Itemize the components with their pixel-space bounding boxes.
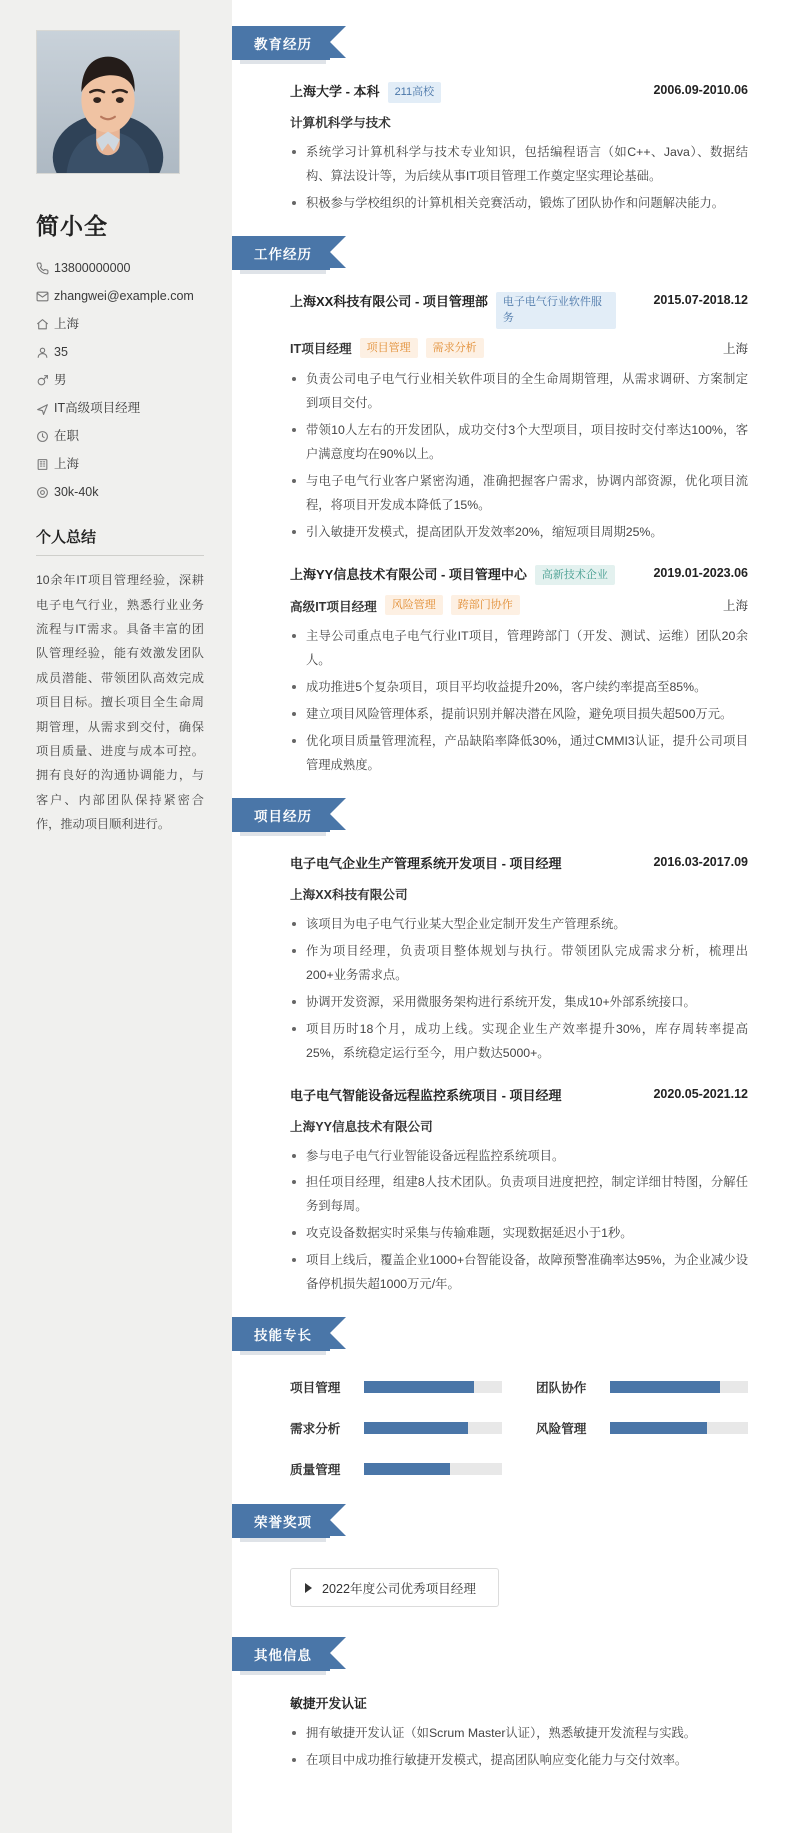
sidebar [0, 0, 232, 1833]
work-role-tag: 项目管理 [360, 338, 418, 359]
skills-body [256, 1373, 754, 1478]
work-date: 2019.01-2023.06 [653, 565, 748, 580]
project-name: 电子电气企业生产管理系统开发项目 - 项目经理 [290, 856, 562, 872]
contact-status [36, 429, 204, 444]
list-item: 带领10人左右的开发团队，成功交付3个大型项目，项目按时交付率达100%，客户满意度均在90%以上。 [290, 419, 748, 467]
section-title-honors: 荣誉奖项 [232, 1504, 330, 1538]
contact-position-text: IT高级项目经理 [54, 401, 141, 415]
section-arrow [330, 1504, 346, 1536]
skill-bar [610, 1381, 748, 1393]
position-icon [36, 402, 54, 415]
education-tag: 211高校 [388, 82, 442, 103]
skills-grid [290, 1373, 748, 1478]
work-entry [290, 292, 748, 545]
list-item: 该项目为电子电气行业某大型企业定制开发生产管理系统。 [290, 913, 748, 937]
location-icon [36, 458, 54, 471]
main-content [232, 0, 794, 1833]
work-bullets [290, 368, 748, 545]
skill-fill [364, 1381, 474, 1393]
list-item: 引入敏捷开发模式，提高团队开发效率20%，缩短项目周期25%。 [290, 521, 748, 545]
section-honors [256, 1504, 754, 1607]
section-header-others [232, 1637, 330, 1671]
skill-label: 风险管理 [536, 1422, 587, 1437]
skill-item [290, 1377, 502, 1396]
skill-label: 团队协作 [536, 1381, 587, 1396]
section-skills [256, 1317, 754, 1478]
contact-age [36, 345, 204, 360]
avatar-photo [37, 31, 179, 173]
list-item: 参与电子电气行业智能设备远程监控系统项目。 [290, 1145, 748, 1169]
section-title-education: 教育经历 [232, 26, 330, 60]
contact-phone [36, 261, 204, 276]
contact-gender [36, 373, 204, 388]
section-projects [256, 798, 754, 1297]
list-item: 成功推进5个复杂项目，项目平均收益提升20%，客户续约率提高至85%。 [290, 676, 748, 700]
age-icon [36, 346, 54, 359]
contact-home [36, 317, 204, 332]
section-work [256, 236, 754, 778]
contact-home-text: 上海 [54, 317, 80, 331]
avatar [36, 30, 180, 174]
work-role-tag: 跨部门协作 [451, 595, 520, 616]
project-bullets [290, 913, 748, 1066]
work-role: IT项目经理 [290, 342, 352, 357]
others-body [256, 1693, 754, 1773]
contact-location [36, 457, 204, 472]
section-title-skills: 技能专长 [232, 1317, 330, 1351]
skill-item [290, 1459, 502, 1478]
skill-bar [364, 1422, 502, 1434]
list-item: 作为项目经理，负责项目整体规划与执行。带领团队完成需求分析，梳理出200+业务需求点。 [290, 940, 748, 988]
skill-fill [364, 1463, 450, 1475]
list-item: 主导公司重点电子电气行业IT项目，管理跨部门（开发、测试、运维）团队20余人。 [290, 625, 748, 673]
section-title-others: 其他信息 [232, 1637, 330, 1671]
section-education [256, 26, 754, 216]
project-entry [290, 854, 748, 1066]
education-bullets [290, 141, 748, 216]
project-date: 2020.05-2021.12 [653, 1086, 748, 1101]
project-bullets [290, 1145, 748, 1298]
contact-email [36, 289, 204, 304]
work-tag: 高新技术企业 [535, 565, 615, 586]
list-item: 与电子电气行业客户紧密沟通，准确把握客户需求，协调内部资源，优化项目流程，将项目开发成本降低了15%。 [290, 470, 748, 518]
education-entry [290, 82, 748, 216]
other-name: 敏捷开发认证 [290, 1696, 367, 1712]
contact-phone-text: 13800000000 [54, 261, 131, 275]
section-arrow [330, 1637, 346, 1669]
list-item: 攻克设备数据实时采集与传输难题，实现数据延迟小于1秒。 [290, 1222, 748, 1246]
contact-age-text: 35 [54, 345, 68, 359]
home-icon [36, 318, 54, 331]
section-title-projects: 项目经历 [232, 798, 330, 832]
other-bullets [290, 1722, 748, 1773]
list-item: 拥有敏捷开发认证（如Scrum Master认证），熟悉敏捷开发流程与实践。 [290, 1722, 748, 1746]
salary-icon [36, 486, 54, 499]
section-header-projects [232, 798, 330, 832]
contact-email-text: zhangwei@example.com [54, 289, 194, 303]
skill-bar [610, 1422, 748, 1434]
honors-body [256, 1560, 754, 1607]
skill-label: 项目管理 [290, 1381, 341, 1396]
status-icon [36, 430, 54, 443]
work-body [256, 292, 754, 778]
contact-position [36, 401, 204, 416]
section-arrow [330, 1317, 346, 1349]
education-school: 上海大学 - 本科 [290, 84, 380, 99]
list-item: 协调开发资源，采用微服务架构进行系统开发，集成10+外部系统接口。 [290, 991, 748, 1015]
education-date: 2006.09-2010.06 [653, 83, 748, 97]
skill-fill [364, 1422, 468, 1434]
other-entry [290, 1693, 748, 1773]
contact-salary-text: 30k-40k [54, 485, 99, 499]
summary-title: 个人总结 [36, 529, 97, 546]
list-item: 担任项目经理，组建8人技术团队。负责项目进度把控，制定详细甘特图，分解任务到每周。 [290, 1171, 748, 1219]
section-header-honors [232, 1504, 330, 1538]
list-item: 项目历时18个月，成功上线。实现企业生产效率提升30%，库存周转率提高25%，系统稳定运行至今，用户数达5000+。 [290, 1018, 748, 1066]
project-company: 上海YY信息技术有限公司 [290, 1119, 433, 1134]
skill-fill [610, 1381, 720, 1393]
education-body [256, 82, 754, 216]
gender-icon [36, 374, 54, 387]
section-header-education [232, 26, 330, 60]
skill-item [290, 1418, 502, 1437]
work-role-tag: 风险管理 [385, 595, 443, 616]
work-role: 高级IT项目经理 [290, 599, 377, 614]
skill-item [536, 1418, 748, 1437]
section-title-work: 工作经历 [232, 236, 330, 270]
work-tag: 电子电气行业软件服务 [496, 292, 616, 329]
work-company: 上海XX科技有限公司 - 项目管理部 [290, 293, 488, 309]
work-role-tag: 需求分析 [426, 338, 484, 359]
project-company: 上海XX科技有限公司 [290, 887, 408, 902]
section-arrow [330, 798, 346, 830]
project-entry [290, 1086, 748, 1298]
work-location: 上海 [722, 599, 748, 614]
work-entry [290, 565, 748, 778]
list-item: 建立项目风险管理体系，提前识别并解决潜在风险，避免项目损失超500万元。 [290, 703, 748, 727]
skill-label: 需求分析 [290, 1422, 341, 1437]
summary-divider [36, 555, 204, 556]
project-name: 电子电气智能设备远程监控系统项目 - 项目经理 [290, 1087, 562, 1103]
summary-text: 10余年IT项目管理经验，深耕电子电气行业，熟悉行业业务流程与IT需求。具备丰富的团队管理经验，能有效激发团队成员潜能、带领团队高效完成项目目标。擅长项目全生命周期管理，从需求到交付，确保项目质量、进度与成本可控。拥有良好的沟通协调能力，与客户、内部团队保持紧密合作，推动项目顺利进行。 [36, 573, 204, 832]
contact-gender-text: 男 [54, 373, 67, 387]
section-header-work [232, 236, 330, 270]
list-item: 在项目中成功推行敏捷开发模式，提高团队响应变化能力与交付效率。 [290, 1749, 748, 1773]
section-others [256, 1637, 754, 1773]
mail-icon [36, 290, 54, 303]
skill-fill [610, 1422, 707, 1434]
honor-item[interactable] [290, 1568, 499, 1607]
education-major: 计算机科学与技术 [290, 115, 391, 130]
contact-location-text: 上海 [54, 457, 80, 471]
work-location: 上海 [722, 341, 748, 356]
contact-status-text: 在职 [54, 429, 80, 443]
projects-body [256, 854, 754, 1297]
list-item: 系统学习计算机科学与技术专业知识，包括编程语言（如C++、Java）、数据结构、算法设计等，为后续从事IT项目管理工作奠定坚实理论基础。 [290, 141, 748, 189]
play-triangle-icon [305, 1583, 312, 1593]
list-item: 负责公司电子电气行业相关软件项目的全生命周期管理，从需求调研、方案制定到项目交付。 [290, 368, 748, 416]
project-date: 2016.03-2017.09 [653, 855, 748, 870]
list-item: 项目上线后，覆盖企业1000+台智能设备，故障预警准确率达95%，为企业减少设备停机损失超1000万元/年。 [290, 1249, 748, 1297]
list-item: 积极参与学校组织的计算机相关竞赛活动，锻炼了团队协作和问题解决能力。 [290, 192, 748, 216]
skill-label: 质量管理 [290, 1463, 341, 1478]
phone-icon [36, 262, 54, 275]
list-item: 优化项目质量管理流程，产品缺陷率降低30%，通过CMMI3认证，提升公司项目管理成熟度。 [290, 730, 748, 778]
work-date: 2015.07-2018.12 [653, 292, 748, 307]
contact-salary [36, 485, 204, 500]
work-company: 上海YY信息技术有限公司 - 项目管理中心 [290, 566, 527, 582]
contact-list [36, 261, 204, 500]
honor-text: 2022年度公司优秀项目经理 [322, 1582, 476, 1597]
candidate-name: 简小全 [36, 213, 108, 239]
skill-item [536, 1377, 748, 1396]
section-header-skills [232, 1317, 330, 1351]
section-arrow [330, 26, 346, 58]
section-arrow [330, 236, 346, 268]
skill-bar [364, 1381, 502, 1393]
work-bullets [290, 625, 748, 778]
skill-bar [364, 1463, 502, 1475]
